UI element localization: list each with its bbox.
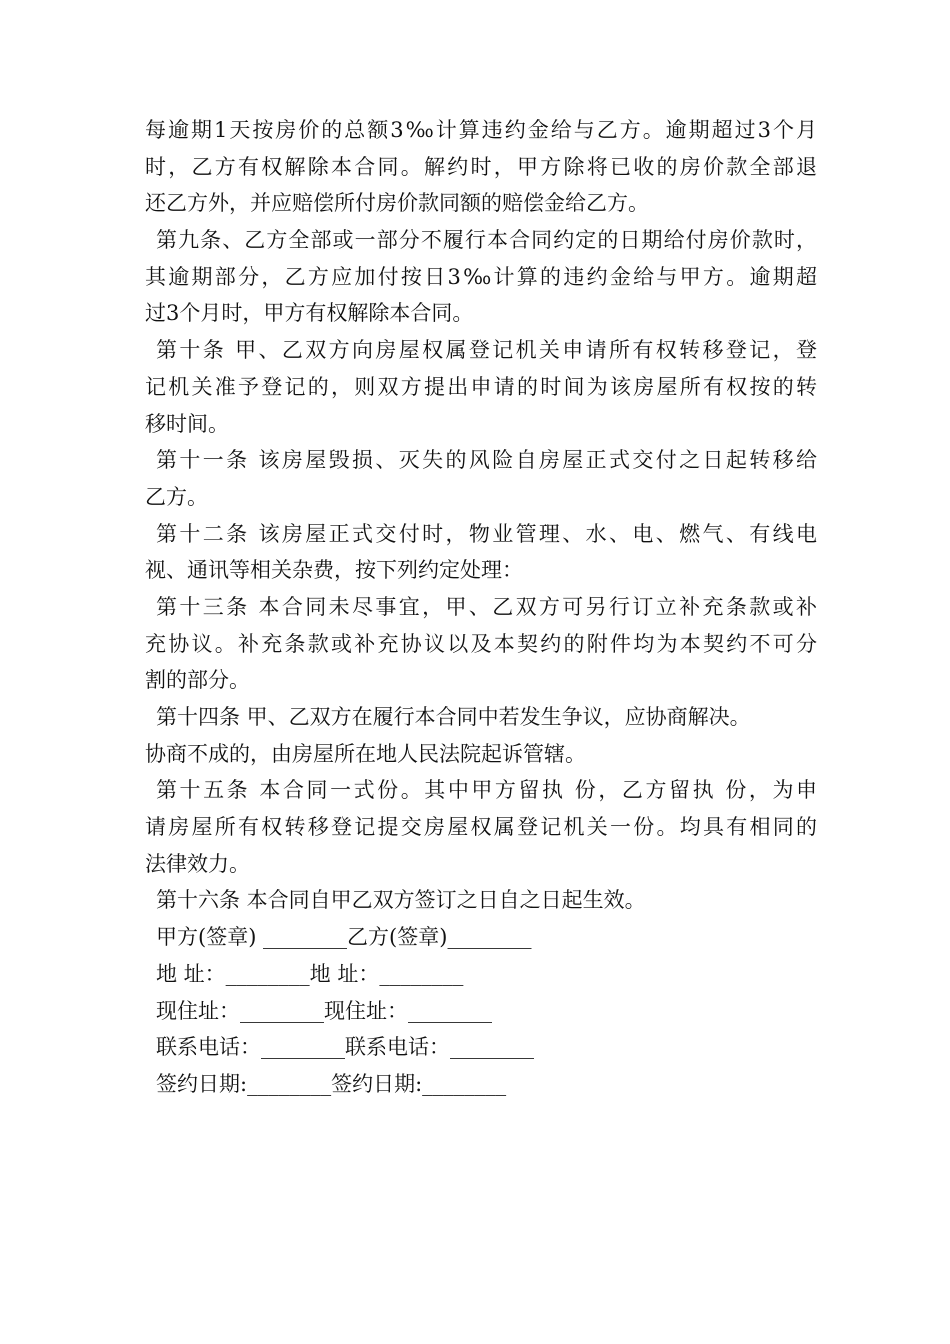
- article-13: 第十三条 本合同未尽事宜，甲、乙双方可另行订立补充条款或补: [156, 594, 817, 619]
- article-10: 第十条 甲、乙双方向房屋权属登记机关申请所有权转移登记，登: [156, 338, 817, 363]
- text-line: 移时间。: [145, 411, 229, 436]
- current-address-line: 现住址：________现住址：________: [156, 998, 492, 1023]
- text-line: 充协议。补充条款或补充协议以及本契约的附件均为本契约不可分: [145, 631, 817, 656]
- sign-date-line: 签约日期:________签约日期:________: [156, 1071, 507, 1096]
- text-line: 协商不成的，由房屋所在地人民法院起诉管辖。: [145, 741, 586, 766]
- text-line: 其逾期部分，乙方应加付按日3‰计算的违约金给与甲方。逾期超: [145, 264, 817, 289]
- text-line: 记机关准予登记的，则双方提出申请的时间为该房屋所有权按的转: [145, 374, 817, 399]
- article-9: 第九条、乙方全部或一部分不履行本合同约定的日期给付房价款时，: [156, 228, 817, 253]
- text-line: 视、通讯等相关杂费，按下列约定处理：: [145, 558, 523, 583]
- article-11: 第十一条 该房屋毁损、灭失的风险自房屋正式交付之日起转移给: [156, 448, 817, 473]
- phone-line: 联系电话：________联系电话：________: [156, 1035, 534, 1060]
- contract-body: [145, 112, 817, 1103]
- address-line: 地 址：________地 址：________: [156, 961, 464, 986]
- article-12: 第十二条 该房屋正式交付时，物业管理、水、电、燃气、有线电: [156, 521, 817, 546]
- text-line: 时，乙方有权解除本合同。解约时，甲方除将已收的房价款全部退: [145, 154, 817, 179]
- article-16: 第十六条 本合同自甲乙双方签订之日自之日起生效。: [156, 888, 646, 913]
- text-line: 还乙方外，并应赔偿所付房价款同额的赔偿金给乙方。: [145, 191, 649, 216]
- text-line: 每逾期1天按房价的总额3‰计算违约金给与乙方。逾期超过3个月: [145, 118, 817, 142]
- text-line: 请房屋所有权转移登记提交房屋权属登记机关一份。均具有相同的: [145, 815, 817, 840]
- article-15: 第十五条 本合同一式份。其中甲方留执 份，乙方留执 份，为申: [156, 778, 817, 803]
- text-line: 乙方。: [145, 484, 208, 509]
- article-14: 第十四条 甲、乙双方在履行本合同中若发生争议，应协商解决。: [156, 705, 751, 729]
- text-line: 法律效力。: [145, 851, 250, 876]
- text-line: 割的部分。: [145, 668, 250, 693]
- text-line: 过3个月时，甲方有权解除本合同。: [145, 301, 474, 326]
- signature-line: 甲方(签章) ________乙方(签章)________: [156, 925, 532, 950]
